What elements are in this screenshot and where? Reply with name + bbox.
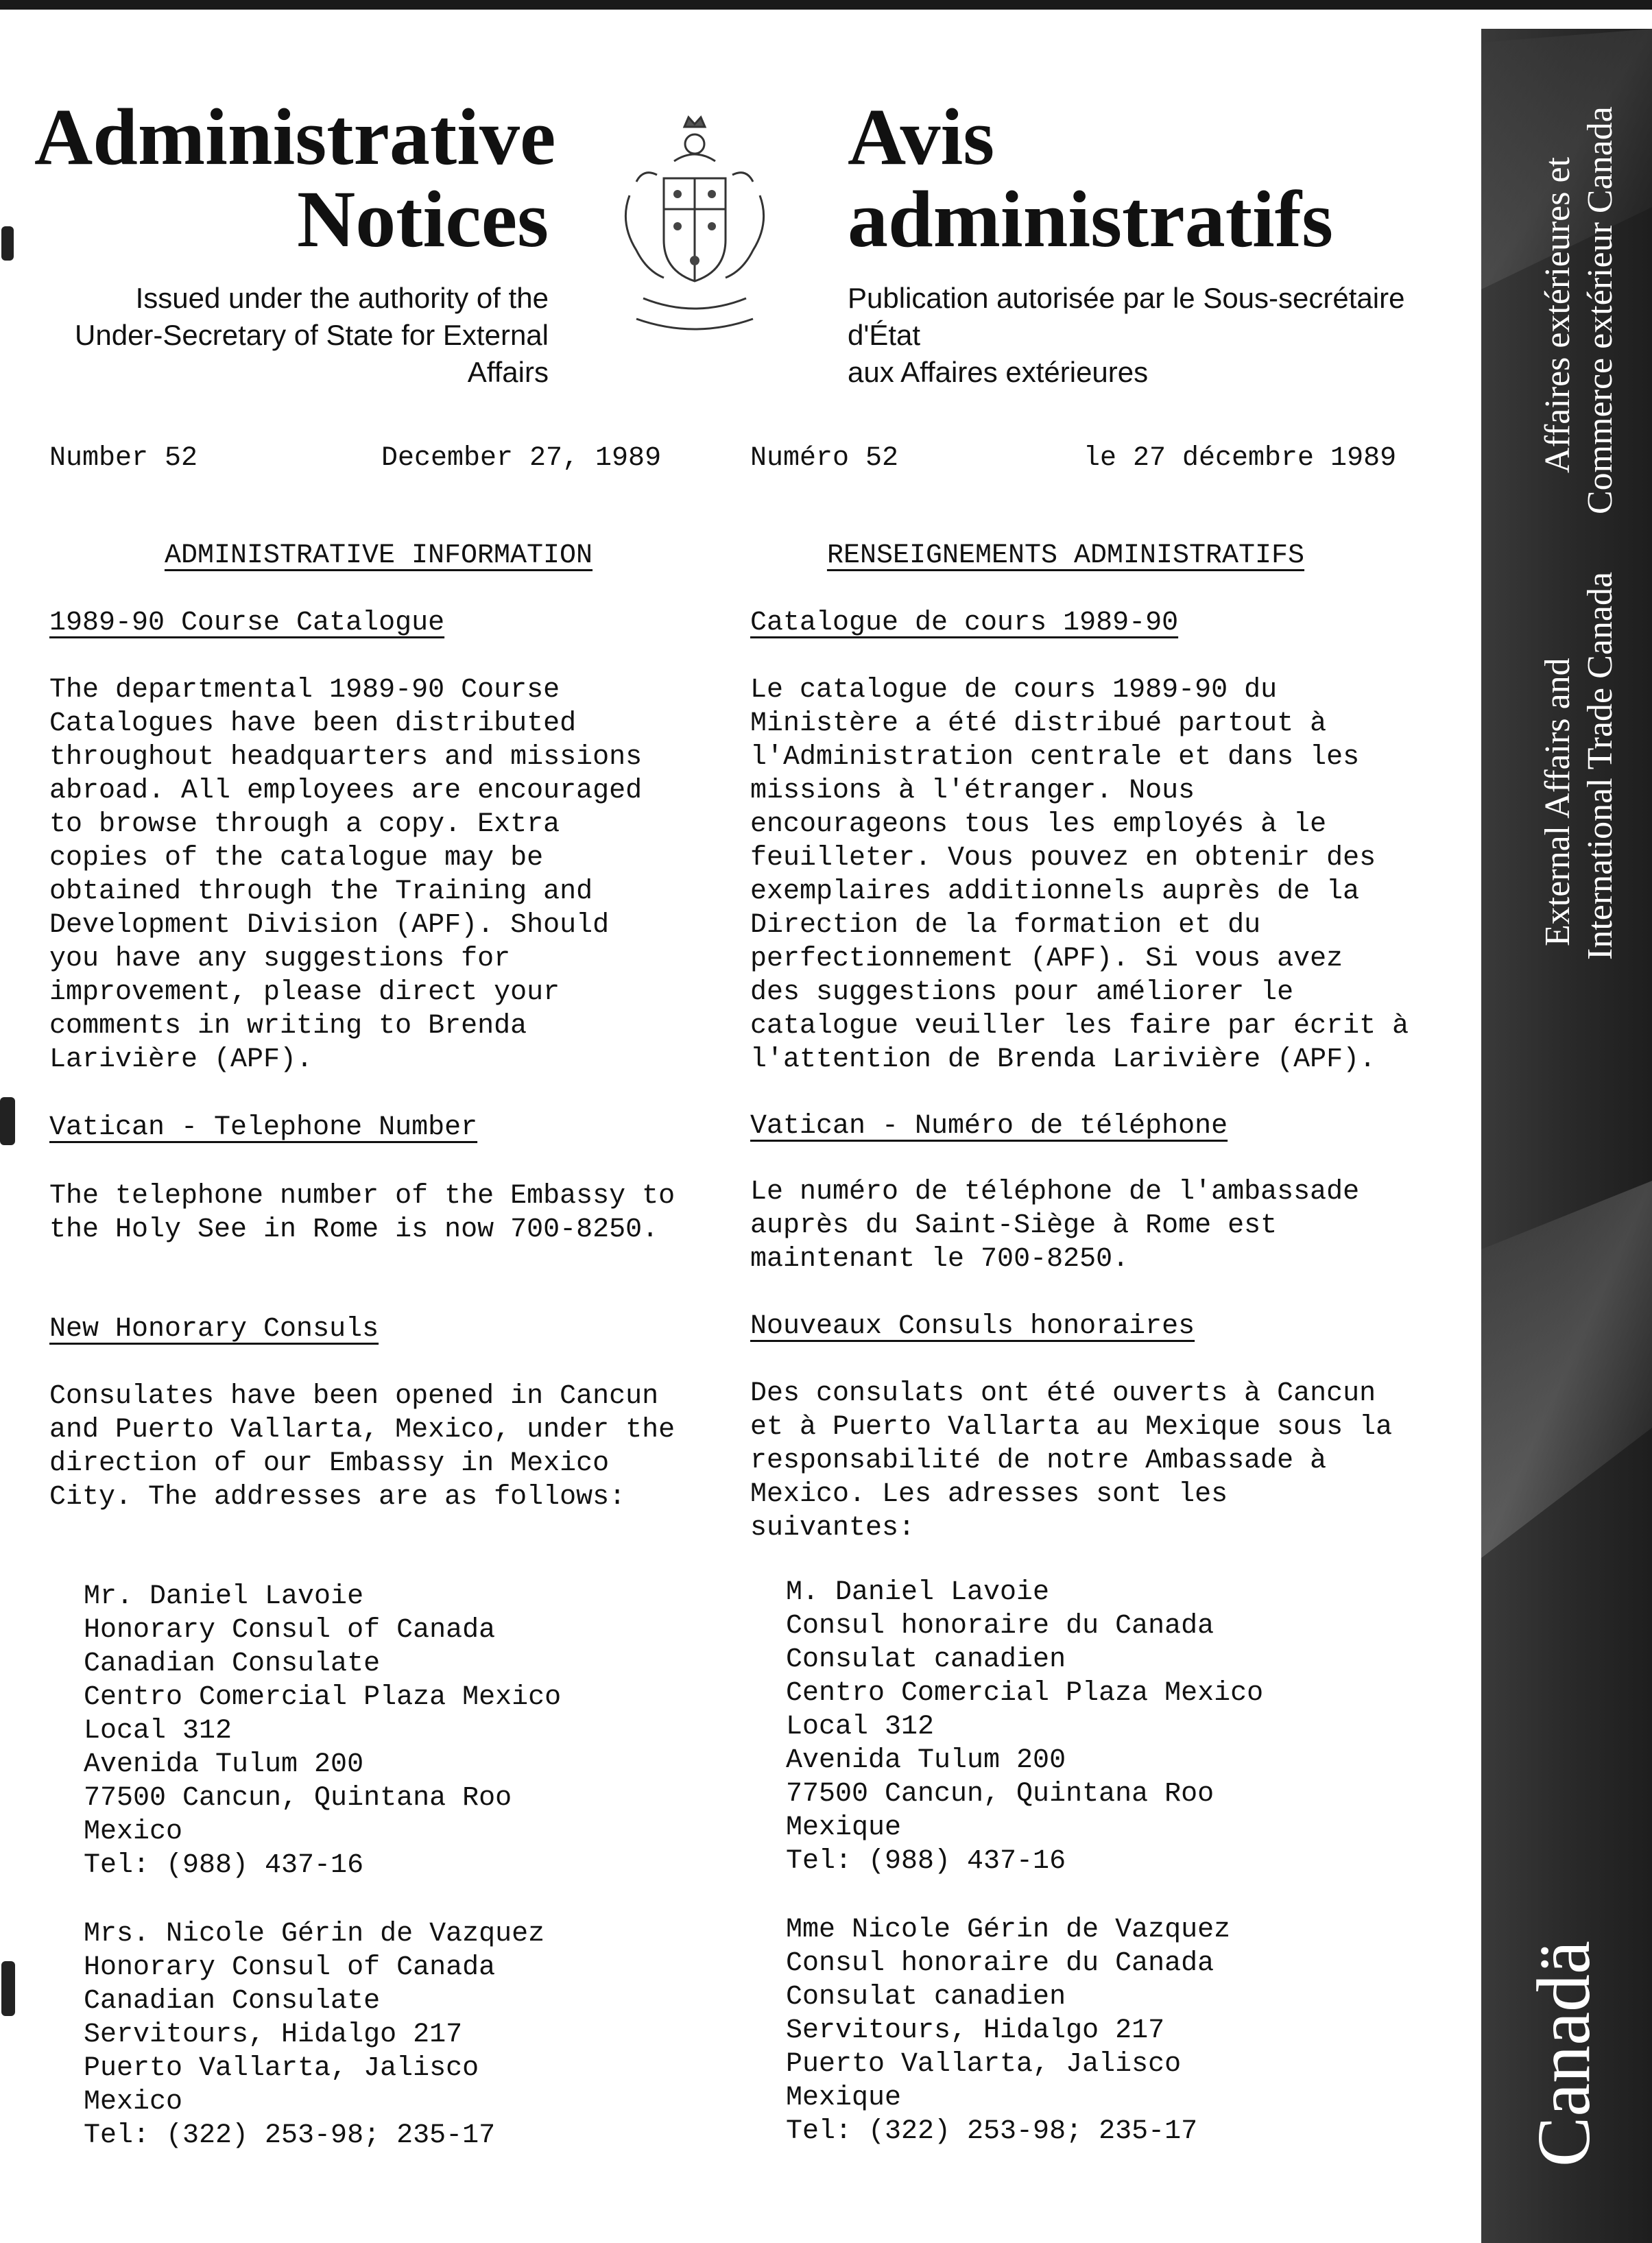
masthead-title-en-line2: Notices [297, 174, 549, 264]
vatican-heading-fr-text: Vatican - Numéro de téléphone [750, 1111, 1228, 1142]
masthead-title-en [34, 92, 556, 264]
masthead-subtitle-en-line1: Issued under the authority of the [135, 282, 549, 314]
address-block-fr-1: M. Daniel Lavoie Consul honoraire du Canada Consulat canadien Centro Comercial Plaza Mexico Local 312 Avenida Tulum 200 77500 Cancun, Quintana Roo Mexique Tel: (988) 437-16 [786, 1577, 1264, 1877]
consuls-body-fr: Des consulats ont été ouverts à Cancun et à Puerto Vallarta au Mexique sous la responsabilité de notre Ambassade à Mexico. Les adresses sont les suivantes: [750, 1378, 1393, 1544]
vatican-body-fr: Le numéro de téléphone de l'ambassade auprès du Saint-Siège à Rome est maintenant le 700-8250. [750, 1177, 1360, 1275]
address-block-fr-2: Mme Nicole Gérin de Vazquez Consul honoraire du Canada Consulat canadien Servitours, Hidalgo 217 Puerto Vallarta, Jalisco Mexique Tel: (322) 253-98; 235-17 [786, 1915, 1231, 2147]
issue-date-fr: le 27 décembre 1989 [1084, 443, 1397, 474]
canada-wordmark: Canadä [1522, 1941, 1605, 2167]
coat-of-arms-icon [609, 113, 780, 346]
masthead-title-fr [848, 92, 1465, 264]
course-body-fr: Le catalogue de cours 1989-90 du Ministère a été distribué partout à l'Administration centrale et dans les missions à l'étranger. Nous encourageons tous les employés à le feuilleter. Vous pouvez en obtenir des exemplaires additionnels auprès de la Direction de la formation et du perfectionnement (APF). Si vous avez des suggestions pour améliorer le catalogue veuiller les faire par écrit à l'attention de Brenda Larivière (APF). [750, 675, 1409, 1075]
section-heading-fr-text: RENSEIGNEMENTS ADMINISTRATIFS [826, 540, 1305, 571]
issue-number-en: Number 52 [49, 443, 198, 474]
masthead-title-fr-line2: administratifs [848, 174, 1333, 264]
course-heading-fr [750, 606, 1436, 640]
consuls-heading-en-text: New Honorary Consuls [49, 1314, 379, 1345]
masthead-subtitle-en [34, 280, 549, 391]
top-scan-border [0, 0, 1652, 10]
banner-text-en-line1: External Affairs and [1538, 658, 1577, 946]
course-heading-en-text: 1989-90 Course Catalogue [49, 608, 445, 638]
vatican-body-en: The telephone number of the Embassy to the Holy See in Rome is now 700-8250. [49, 1181, 675, 1245]
issue-number-fr: Numéro 52 [750, 443, 899, 474]
consuls-body-en: Consulates have been opened in Cancun and Puerto Vallarta, Mexico, under the direction of our Embassy in Mexico City. The addresses are as follows: [49, 1381, 675, 1513]
course-heading-fr-text: Catalogue de cours 1989-90 [750, 608, 1179, 638]
course-body-en: The departmental 1989-90 Course Catalogues have been distributed throughout headquarters and missions abroad. All employees are encouraged to browse through a copy. Extra copies of the catalogue may be obtained through the Training and Development Division (APF). Should you have any suggestions for improvement, please direct your comments in writing to Brenda Larivière (APF). [49, 675, 643, 1075]
masthead-subtitle-en-line2: Under-Secretary of State for External Affairs [75, 319, 549, 388]
course-heading-en [49, 606, 708, 640]
banner-text-fr-line2: Commerce extérieur Canada [1581, 106, 1620, 514]
consuls-heading-fr [750, 1310, 1436, 1343]
masthead-subtitle-fr [848, 280, 1465, 391]
masthead-title-en-line1: Administrative [34, 92, 556, 182]
binding-marks [0, 0, 27, 2243]
masthead-subtitle-fr-line1: Publication autorisée par le Sous-secrétaire d'État [848, 282, 1405, 351]
vatican-heading-fr [750, 1109, 1436, 1143]
address-block-en-2: Mrs. Nicole Gérin de Vazquez Honorary Consul of Canada Canadian Consulate Servitours, Hidalgo 217 Puerto Vallarta, Jalisco Mexico Tel: (322) 253-98; 235-17 [84, 1919, 545, 2151]
vatican-heading-en-text: Vatican - Telephone Number [49, 1112, 478, 1143]
address-block-en-1: Mr. Daniel Lavoie Honorary Consul of Canada Canadian Consulate Centro Comercial Plaza Mexico Local 312 Avenida Tulum 200 77500 Cancun, Quintana Roo Mexico Tel: (988) 437-16 [84, 1581, 562, 1881]
section-heading-fr [750, 539, 1381, 573]
consuls-heading-fr-text: Nouveaux Consuls honoraires [750, 1311, 1195, 1342]
section-heading-en [49, 539, 708, 573]
masthead-title-fr-line1: Avis [848, 92, 995, 182]
vatican-heading-en [49, 1111, 708, 1144]
banner-text-fr-line1: Affaires extérieures et [1538, 156, 1577, 473]
banner-text-en-line2: International Trade Canada [1581, 571, 1620, 960]
consuls-heading-en [49, 1312, 708, 1346]
section-heading-en-text: ADMINISTRATIVE INFORMATION [164, 540, 593, 571]
masthead-subtitle-fr-line2: aux Affaires extérieures [848, 356, 1149, 388]
issue-date-en: December 27, 1989 [381, 443, 662, 474]
